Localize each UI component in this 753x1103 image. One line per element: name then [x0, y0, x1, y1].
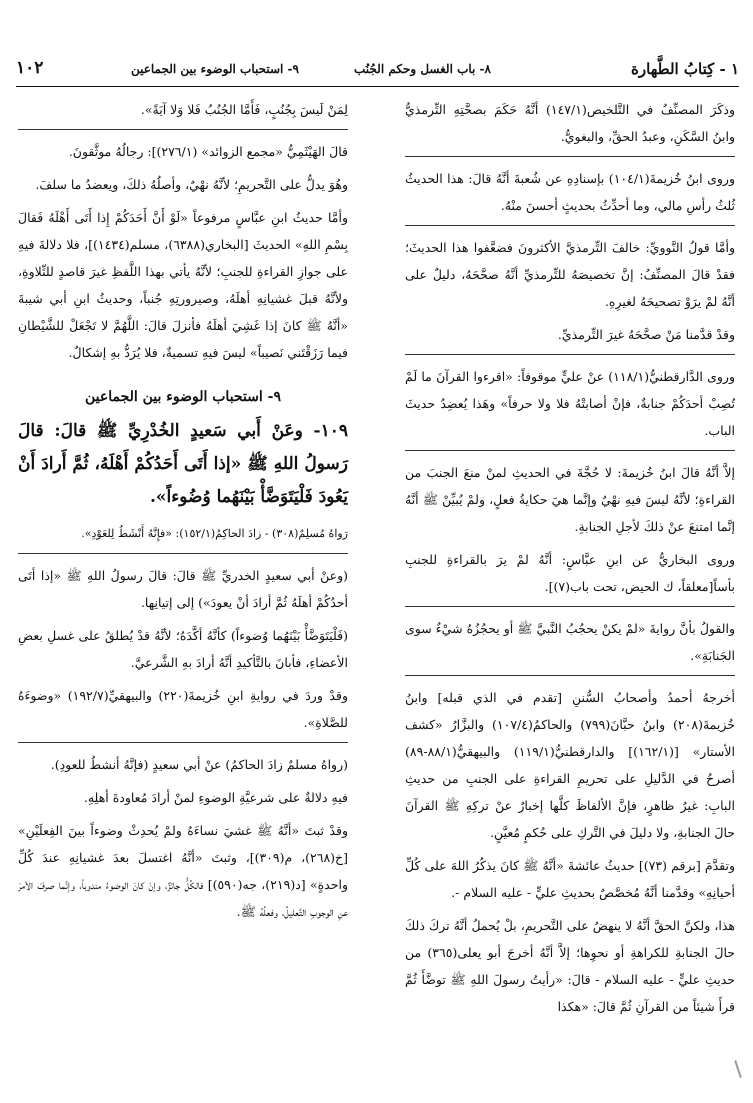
- paragraph: إلاَّ أنَّهُ قالَ ابنُ خُزيمةَ: لا حُجَّةَ في الحديثِ لمنْ منعَ الجنبَ من القراءةِ؛ لأنَّهُ ليسَ فيهِ نهْيٌ وإنَّما هيَ حكايةُ فعلٍ، ولمْ يُبيِّنْ ﷺ أنَّهُ إنَّما امتنعَ عنْ ذلكَ لأجلِ الجنابةِ.: [405, 465, 735, 534]
- divider: [405, 225, 735, 226]
- divider: [18, 742, 348, 743]
- paragraph: فيهِ دلالةٌ على شرعيَّةِ الوضوءِ لمنْ أرادَ مُعاودةَ أهلِهِ.: [83, 790, 348, 805]
- section-title: ٩- استحباب الوضوء بين الجماعين: [130, 62, 299, 76]
- divider: [405, 156, 735, 157]
- paragraph: هذا، ولكنَّ الحقَّ أنَّهُ لا ينهضُ على التَّحريمِ، بلْ يُحملُ أنَّهُ تركَ ذلكَ حالَ الجنابةِ للكراهةِ أو نحوِها؛ إلاَّ أنَّهُ أخرجَ أبو يعلى(٣٦٥) من حديثِ عليٍّ - عليه السلام - قالَ: «رأيتُ رسولَ اللهِ ﷺ توضَّأَ ثُمَّ قرأَ شيئاً من القرآنِ ثُمَّ قالَ: «هكذا: [405, 918, 736, 1014]
- paragraph: (فَلْيَتَوَضَّأْ بَيْنَهُما وُضوءاً) كأنَّهُ أكَّدَهُ؛ لأنَّهُ قدْ يُطلقُ على غسلِ بعضِ الأعضاءِ، فأبانَ بالتَّأكيدِ أنَّهُ أرادَ بهِ الشَّرعيَّ.: [18, 628, 348, 670]
- hadith-reference: رَواهُ مُسلِمٌ(٣٠٨) - زادَ الحاكِمُ(١٥٢/١): «فإِنَّهُ أَنْشَطُ لِلعَوْدِ».: [81, 527, 348, 540]
- paragraph: قالَ الهَيْثَمِيُّ «مجمع الزوائد» (٢٧٦/١)]: رجالُهُ موثَّقونَ.: [68, 144, 348, 159]
- divider: [18, 129, 348, 130]
- paragraph: وروى الدَّارقطنيُّ(١١٨/١) عنْ عليٍّ موقوفاً: «اقرءوا القرآنَ ما لَمْ تُصِبْ أحدَكُمْ جنابةٌ، فإنْ أصابتْهُ فلا ولا حرفاً» وهَذا يُعضِدُ حديثَ الباب.: [405, 369, 735, 438]
- paragraph: وأمَّا قولُ النَّوويِّ: خالفَ التِّرمذيَّ الأكثرونَ فضعَّفوا هذا الحديثَ؛ فقدْ قالَ المصنِّفُ: إنَّ تخصيصَهُ للتِّرمذيِّ أنَّهُ صحَّحَهُ، دليلٌ على أنَّهُ لمْ يرَوْ تصحيحَهُ لغيرِهِ.: [405, 240, 735, 309]
- paragraph: وهُوَ يدلُّ على التَّحريمِ؛ لأنَّهُ نهْيٌ، وأصلُهُ ذلكَ، ويعضدُ ما سلفَ.: [35, 177, 348, 192]
- page-header: [16, 58, 739, 84]
- paragraph: وتقدَّمَ [برقم (٧٣)] حديثُ عائشةَ «أنَّهُ ﷺ كانَ يذكُرُ اللهَ على كُلِّ أحيانِهِ» وقدَّمنا أنَّهُ مُخصَّصٌ بحديثِ عليٍّ - عليه السلام -.: [405, 858, 736, 900]
- divider: [405, 675, 735, 676]
- divider: [18, 553, 348, 554]
- paragraph: والقولُ بأنَّ روايةَ «لمْ يكنْ يحجُبُ النَّبيَّ ﷺ أو يحجُزُهُ شيْءٌ سوى الجَنابَةِ».: [405, 621, 735, 663]
- paragraph: وقدْ وردَ في روايةِ ابنِ خُزيمةَ(٢٢٠) والبيهقيِّ(١٩٢/٧) «وضوءَهُ للصَّلاةِ».: [18, 688, 348, 730]
- section-heading: ٩- استحباب الوضوء بين الجماعين: [84, 389, 282, 405]
- paragraph: وروى ابنُ خُزيمةَ(١٠٤/١) بإسنادِهِ عن شُعبةَ أنَّهُ قالَ: هذا الحديثُ ثُلثُ رأسِ مالي، وما أحدِّثُ بحديثٍ أحسنَ منْهُ.: [405, 171, 735, 213]
- book-title: ١ - كِتابُ الطَّهارة: [631, 60, 739, 78]
- header-rule: [16, 86, 739, 87]
- divider: [405, 450, 735, 451]
- chapter-title: ٨- باب الغسل وحكم الجُنُب: [354, 62, 491, 76]
- right-column: [405, 96, 735, 1026]
- left-column: [18, 96, 348, 931]
- paragraph: (وعنْ أبي سعيدٍ الخدريِّ ﷺ قالَ: قالَ رسولُ اللهِ ﷺ «إذا أتَى أحدُكُمْ أهلَهُ ثُمَّ أرادَ أنْ يعودَ») إلى إتيانِها.: [18, 568, 348, 610]
- paragraph: (رواهُ مسلمٌ زادَ الحاكمُ) عنْ أبي سعيدٍ (فإنَّهُ أنشطُ للعودِ).: [50, 757, 348, 772]
- paragraph: وروى البخاريُّ عن ابنِ عبَّاسٍ: أنَّهُ لمْ يرَ بالقراءةِ للجنبِ بأساً[معلقاً، ك الحيض، تحت باب(٧)].: [405, 552, 735, 594]
- paragraph: وقدْ ثبتَ «أنَّهُ ﷺ غشيَ نساءَهُ ولمْ يُحدِثْ وضوءاً بينَ الفِعلَيْنِ» [خ(٢٦٨)، م(٣٠٩)]، وثبتَ «أنَّهُ اغتسلَ بعدَ غشيانِهِ عندَ كُلِّ واحدةٍ» [د(٢١٩)، جه(٥٩٠)] فالكُلُّ جائزٌ، وإنْ كانَ الوضوءُ مندوباً، وإنَّما صرفَ الأمرَ عنِ الوجوبِ التَّعليلُ، وفعلُهُ ﷺ.: [18, 823, 348, 919]
- margin-mark: [734, 1060, 741, 1078]
- paragraph: أخرجهُ أحمدُ وأصحابُ السُّننِ [تقدم في الذي قبله] وابنُ خُزيمةَ(٢٠٨) وابنُ حبَّانَ(٧٩٩) والحاكمُ(١٠٧/٤) والبزَّارُ «كشف الأستار» [(١٦٢/١)] والدارقطنيُّ(١١٩/١) والبيهقيُّ(٨٨/١-٨٩) أصرحُ في الدَّليلِ على تحريمِ القراءةِ على الجنبِ من حديثِ البابِ: غيرُ ظاهرٍ، فإنَّ الألفاظَ كلَّها إخبارٌ عنْ تركِهِ ﷺ القرآنَ حالَ الجنابةِ، ولا دليلَ في التَّركِ على حُكمٍ مُعيَّنٍ.: [405, 690, 735, 840]
- paragraph: وأمَّا حديثُ ابنِ عبَّاسٍ مرفوعاً «لَوْ أَنَّ أَحَدَكُمْ إِذا أَتَى أَهْلَهُ فَقالَ بِسْمِ اللهِ» الحديثَ [البخاري(٦٣٨٨)، مسلم(١٤٣٤)]، فلا دلالةَ فيهِ على جوازِ القراءةِ للجنبِ؛ لأنَّهُ يأتي بهذا اللَّفظِ غيرَ قاصدٍ للتِّلاوةِ، ولأنَّهُ قبلَ غشيانِهِ أهلَهُ، وصيرورتِهِ جُنباً، وحديثُ ابنِ أبي شيبةَ «أنَّهُ ﷺ كانَ إذا غَشِيَ أهلَهُ فأنزلَ قالَ: اللَّهُمَّ لا تَجْعَلْ للشَّيْطانِ فيما رَزَقْتَني نَصيباً» ليسَ فيهِ تسميةٌ، فلا يُرَدُّ بهِ إشكالٌ.: [18, 210, 348, 360]
- paragraph: لِمَنْ لَيسَ بِجُنُبٍ، فَأَمَّا الجُنُبُ فَلا وَلا آيَةً».: [140, 102, 348, 117]
- divider: [405, 606, 735, 607]
- paragraph: وذكَرَ المصنِّفُ في التَّلخيص(١٤٧/١) أنَّهُ حَكَمَ بصحَّتِهِ التِّرمذيُّ وابنُ السَّكَنِ، وعبدُ الحقِّ، والبغويُّ.: [405, 102, 735, 144]
- hadith-text: ١٠٩- وعَنْ أَبي سَعيدٍ الخُدْرِيِّ ﷺ قالَ: قالَ رَسولُ اللهِ ﷺ «إذا أَتَى أَحَدُكُمْ أَهْلَهُ، ثُمَّ أَرادَ أَنْ يَعُودَ فَلْيَتَوَضَّأْ بَيْنَهُما وُضُوءاً».: [18, 421, 348, 507]
- paragraph: وقدْ قدَّمنا مَنْ صحَّحَهُ غيرَ التِّرمذيِّ.: [557, 327, 735, 342]
- divider: [405, 354, 735, 355]
- page-number: ١٠٢: [16, 58, 44, 78]
